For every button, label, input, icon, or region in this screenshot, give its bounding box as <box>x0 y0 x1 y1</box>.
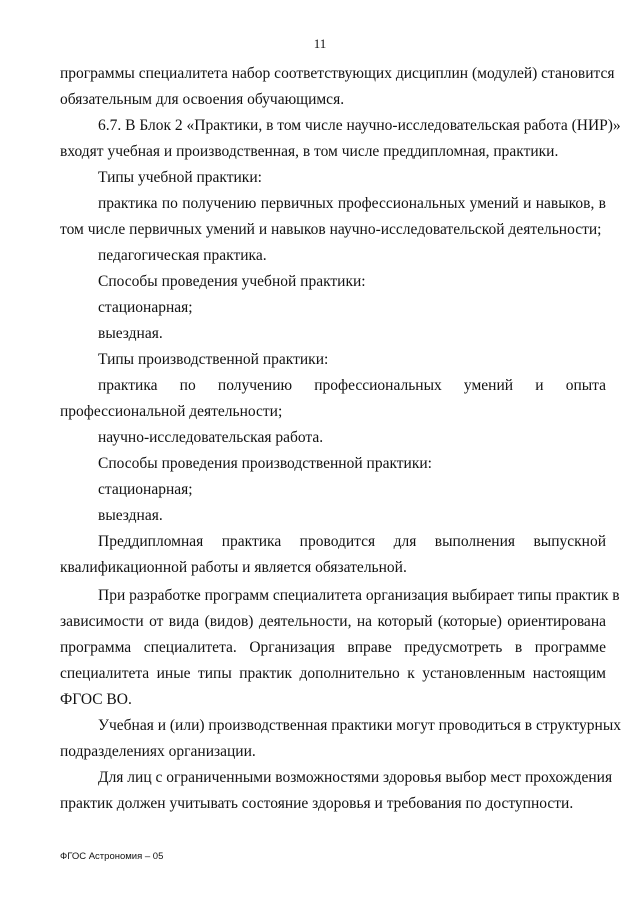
text-line: зависимости от вида (видов) деятельности, на который (которые) ориентирована <box>60 613 606 630</box>
text-line: программа специалитета. Организация вправе предусмотреть в программе <box>60 639 606 656</box>
text-line: профессиональной деятельности; <box>60 403 283 420</box>
text-line: Типы учебной практики: <box>98 169 262 186</box>
text-line: педагогическая практика. <box>98 247 267 264</box>
paragraph-research-work <box>60 425 606 451</box>
text-line: Преддипломная практика проводится для выполнения выпускной <box>98 533 606 550</box>
paragraph-6-7 <box>60 113 621 165</box>
paragraph-field-2 <box>60 503 606 529</box>
paragraph-modules <box>60 61 615 113</box>
paragraph-study-methods <box>60 269 606 295</box>
text-line: подразделениях организации. <box>60 743 256 760</box>
text-line: стационарная; <box>98 299 193 316</box>
text-line: квалификационной работы и является обязательной. <box>60 559 407 576</box>
paragraph-pedagogical <box>60 243 606 269</box>
paragraph-study-practice-types <box>60 165 606 191</box>
paragraph-field-1 <box>60 321 606 347</box>
paragraph-production-types <box>60 347 606 373</box>
text-line: том числе первичных умений и навыков научно-исследовательской деятельности; <box>60 221 602 238</box>
page-number: 11 <box>313 36 327 51</box>
paragraph-program-development <box>60 583 620 713</box>
text-line: выездная. <box>98 507 163 524</box>
paragraph-professional-skills <box>60 373 606 425</box>
text-line: выездная. <box>98 325 163 342</box>
text-line: стационарная; <box>98 481 193 498</box>
text-line: Учебная и (или) производственная практики могут проводиться в структурных <box>98 717 621 734</box>
paragraph-pre-diploma <box>60 529 606 581</box>
text-line: ФГОС ВО. <box>60 691 132 708</box>
text-line: 6.7. В Блок 2 «Практики, в том числе научно-исследовательская работа (НИР)» <box>98 117 621 134</box>
paragraph-structural-units <box>60 713 621 765</box>
text-line: Типы производственной практики: <box>98 351 329 368</box>
text-line: Для лиц с ограниченными возможностями здоровья выбор мест прохождения <box>98 769 613 786</box>
text-line: практик должен учитывать состояние здоровья и требования по доступности. <box>60 795 574 812</box>
text-line: специалитета иные типы практик дополнительно к установленным настоящим <box>60 665 606 682</box>
text-line: Способы проведения учебной практики: <box>98 273 366 290</box>
paragraph-primary-skills <box>60 191 606 243</box>
paragraph-production-methods <box>60 451 606 477</box>
text-line: обязательным для освоения обучающимся. <box>60 91 345 108</box>
paragraph-stationary-2 <box>60 477 606 503</box>
page-footer: ФГОС Астрономия – 05 <box>60 851 164 862</box>
text-line: практика по получению первичных профессиональных умений и навыков, в <box>98 195 606 212</box>
text-line: При разработке программ специалитета организация выбирает типы практик в <box>98 587 620 604</box>
text-line: входят учебная и производственная, в том числе преддипломная, практики. <box>60 143 559 160</box>
text-line: Способы проведения производственной практики: <box>98 455 432 472</box>
paragraph-stationary-1 <box>60 295 606 321</box>
text-line: практика по получению профессиональных умений и опыта <box>98 377 606 394</box>
text-line: программы специалитета набор соответствующих дисциплин (модулей) становится <box>60 65 615 82</box>
paragraph-accessibility <box>60 765 613 817</box>
text-line: научно-исследовательская работа. <box>98 429 324 446</box>
